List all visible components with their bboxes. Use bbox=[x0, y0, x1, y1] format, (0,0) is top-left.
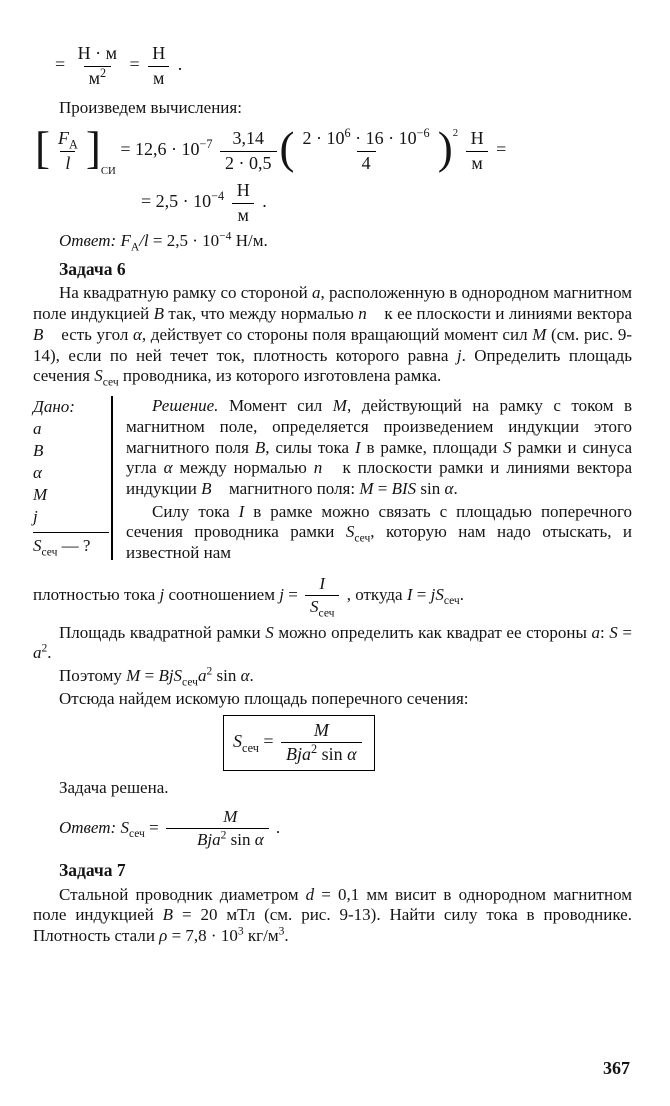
fraction-denominator: l bbox=[60, 151, 75, 176]
fraction-numerator: Н · м bbox=[77, 43, 118, 63]
calculation-result: = $2,5 \cdot 10^{-4}$ $\frac{Н}{м}$ . bbox=[141, 179, 632, 227]
task6-heading: Задача 6 bbox=[59, 259, 126, 280]
fraction bbox=[281, 719, 362, 767]
solution-column bbox=[113, 396, 632, 566]
given-item: α bbox=[33, 463, 42, 483]
fraction-denominator: м bbox=[466, 151, 487, 176]
fraction bbox=[232, 179, 255, 227]
fraction bbox=[305, 573, 339, 619]
task7-heading: Задача 7 bbox=[59, 860, 126, 881]
answer-task5: Ответ: $F_А/l = 2,5 \cdot 10^{-4}$ Н/м. bbox=[59, 229, 268, 254]
task6-text: На квадратную рамку со стороной a, расположенную в однородном магнитном поле индукцией B так, что между нормалью n⃗ к ее плоскости и линиями вектора B⃗ есть угол α, действует со стороны поля вращающий момент сил M (см. рис. 9-14), если по ней течет ток, плотность которого равна j. Определить площадь сечения $S_{сеч}$ проводника, из которого изготовлена рамка. bbox=[33, 283, 633, 389]
given-solution-block bbox=[33, 396, 632, 566]
fraction-numerator: Н bbox=[152, 43, 166, 63]
given-label: Дано: bbox=[33, 397, 75, 417]
fraction-numerator: I bbox=[319, 573, 326, 593]
page-number: 367 bbox=[603, 1058, 630, 1079]
boxed-formula-wrap bbox=[223, 715, 632, 771]
fraction bbox=[147, 42, 170, 90]
fraction bbox=[73, 42, 122, 90]
fraction bbox=[53, 127, 83, 175]
units-formula: = $\frac{Н \cdot м}{м^2}$ = $\frac{Н}{м}$ . bbox=[55, 42, 632, 90]
find-quantity: $S_{сеч}$ — ? bbox=[33, 532, 109, 557]
fraction-denominator: Bja$^2$ sin α bbox=[166, 828, 269, 851]
fraction bbox=[298, 127, 435, 175]
conclusion-paragraph: Отсюда найдем искомую площадь поперечного сечения: bbox=[59, 688, 469, 708]
fraction-denominator: Bja$^2$ sin α bbox=[281, 742, 362, 767]
fraction-numerator: $F_А$ bbox=[58, 127, 78, 152]
fraction-numerator: 3,14 bbox=[232, 127, 265, 148]
task7-text: Стальной проводник диаметром d = 0,1 мм висит в однородном магнитном поле индукцией B = 20 мТл (см. рис. 9-13). Найти силу тока в проводнике. Плотность стали $\rho = 7,8 \cdot 10^3$ $кг/м^3$. bbox=[33, 884, 633, 946]
area-paragraph: Площадь квадратной рамки S можно определить как квадрат ее стороны a: $S = a^2$. bbox=[33, 622, 632, 663]
solved-text: Задача решена. bbox=[59, 777, 169, 797]
fraction-denominator: $S_{сеч}$ bbox=[305, 595, 339, 618]
fraction-denominator: 2 · 0,5 bbox=[220, 151, 277, 176]
given-item: j bbox=[33, 507, 38, 527]
fraction bbox=[220, 127, 277, 175]
given-item: B bbox=[33, 441, 44, 461]
fraction-denominator: м bbox=[148, 66, 169, 91]
fraction-numerator: Н bbox=[470, 127, 484, 148]
given-item: a bbox=[33, 419, 42, 439]
calculation-formula: [ $\frac{F_А}{l}$ ]$_{СИ} = 12,6 \cdot 10^{-7}$ $\frac{3,14}{2 \cdot 0,5}$ ( $\frac{2 \cdot 10^6 \cdot 16 \cdot 10^{-6}}{4}$ )$^2$ $\frac{Н}{м}$ = bbox=[35, 123, 507, 178]
fraction-numerator: M bbox=[313, 719, 329, 740]
fraction-numerator: Н bbox=[236, 180, 250, 201]
given-column bbox=[33, 396, 109, 566]
solution-paragraph-1: Решение. Момент сил M, действующий на рамку с током в магнитном поле, определяется произведением индукции этого магнитного поля B, силы тока I в рамке, площади S рамки и синуса угла α между нормалью n⃗ к плоскости рамки и линиями вектора индукции B⃗ магнитного поля: M = BIS sin α. bbox=[126, 396, 633, 498]
boxed-formula: $S_{сеч}$ = $\frac{M}{Bja^2 \sin \alpha}$ bbox=[223, 715, 375, 771]
answer-task6: Ответ: $S_{сеч}$ = $\frac{M}{Bja^2 \sin \alpha}$ . bbox=[33, 806, 632, 852]
fraction-numerator: $2 \cdot 10^6 \cdot 16 \cdot 10^{-6}$ bbox=[302, 125, 430, 148]
fraction bbox=[466, 127, 489, 175]
current-density-line: плотностью тока j соотношением j = $\frac{I}{S_{сеч}}$ , откуда $I = jS_{сеч}$. bbox=[33, 573, 464, 620]
calc-intro: Произведем вычисления: bbox=[59, 98, 242, 118]
fraction-denominator: $м^2$ bbox=[84, 66, 112, 91]
fraction-denominator: м bbox=[232, 203, 253, 228]
fraction-denominator: 4 bbox=[357, 151, 376, 176]
given-item: M bbox=[33, 485, 48, 505]
fraction bbox=[166, 806, 269, 852]
torque-paragraph: Поэтому $M = BjS_{сеч}a^2$ sin α. bbox=[59, 664, 254, 689]
solution-paragraph-2: Силу тока I в рамке можно связать с площадью поперечного сечения проводника рамки $S_{сеч}$, которую нам надо отыскать, и известной нам bbox=[126, 501, 633, 563]
fraction-numerator: M bbox=[223, 806, 238, 826]
